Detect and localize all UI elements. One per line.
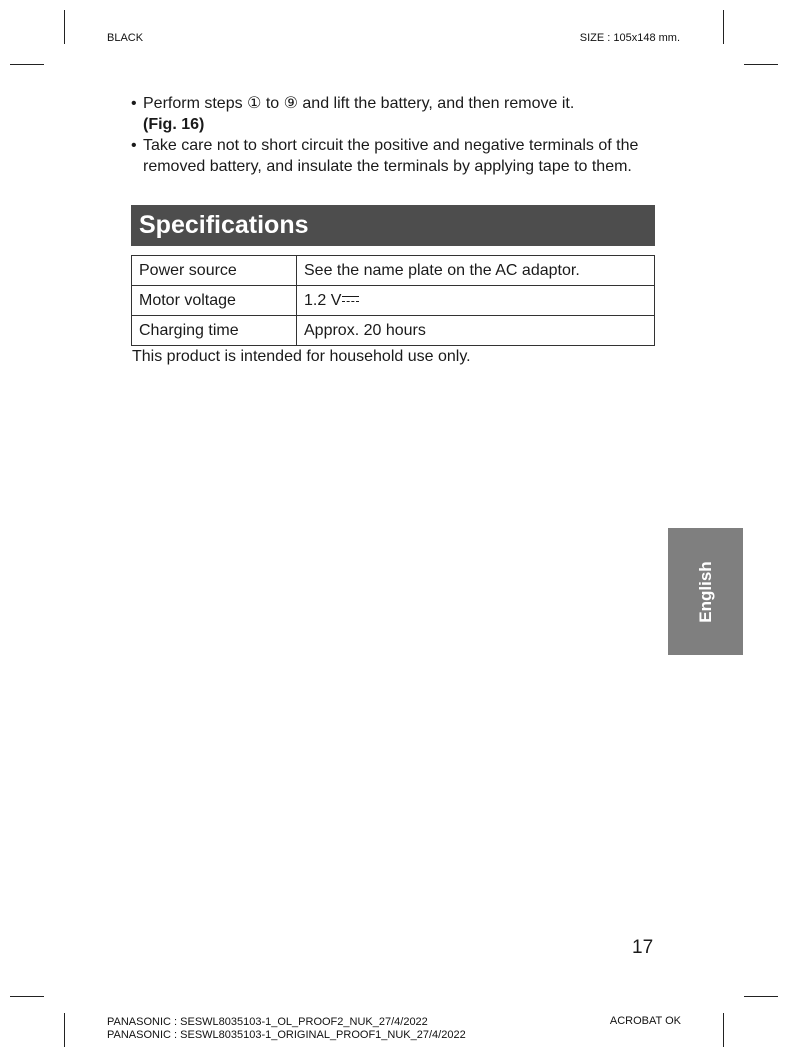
spec-label: Power source (132, 256, 297, 286)
instruction-text: Perform steps ① to ⑨ and lift the battery, and then remove it. (143, 95, 575, 112)
section-title: Specifications (131, 205, 655, 246)
table-row (132, 256, 655, 286)
size-label: SIZE : 105x148 mm. (579, 32, 680, 44)
crop-mark (744, 64, 778, 65)
bullet-icon: • (131, 137, 137, 154)
proof-line: PANASONIC : SESWL8035103-1_ORIGINAL_PROOF1_NUK_27/4/2022 (107, 1029, 466, 1041)
crop-mark (723, 1013, 724, 1047)
usage-note: This product is intended for household use only. (132, 348, 471, 365)
instruction-text: Take care not to short circuit the positive and negative terminals of the removed battery, and insulate the terminals by applying tape to them. (143, 137, 639, 175)
spec-value: Approx. 20 hours (297, 316, 655, 346)
color-label: BLACK (107, 32, 144, 44)
language-tab (668, 528, 743, 655)
table-row (132, 286, 655, 316)
table-row (132, 316, 655, 346)
language-label: English (695, 560, 715, 623)
spec-value-cell (297, 286, 655, 316)
crop-mark (10, 64, 44, 65)
crop-mark (64, 10, 65, 44)
spec-value: 1.2 V (304, 291, 342, 309)
spec-label: Motor voltage (132, 286, 297, 316)
crop-mark (744, 996, 778, 997)
spec-label: Charging time (132, 316, 297, 346)
instruction-item (131, 135, 671, 177)
crop-mark (10, 996, 44, 997)
bullet-icon: • (131, 95, 137, 112)
proof-line: PANASONIC : SESWL8035103-1_OL_PROOF2_NUK_27/4/2022 (107, 1016, 428, 1028)
crop-mark (64, 1013, 65, 1047)
page-number: 17 (632, 937, 654, 958)
instruction-item (131, 93, 671, 135)
spec-value: See the name plate on the AC adaptor. (297, 256, 655, 286)
crop-mark (723, 10, 724, 44)
acrobat-status: ACROBAT OK (609, 1015, 681, 1027)
figure-reference: (Fig. 16) (143, 116, 205, 133)
instruction-list (131, 93, 671, 177)
specifications-table (131, 255, 655, 346)
direct-current-icon (342, 296, 359, 303)
